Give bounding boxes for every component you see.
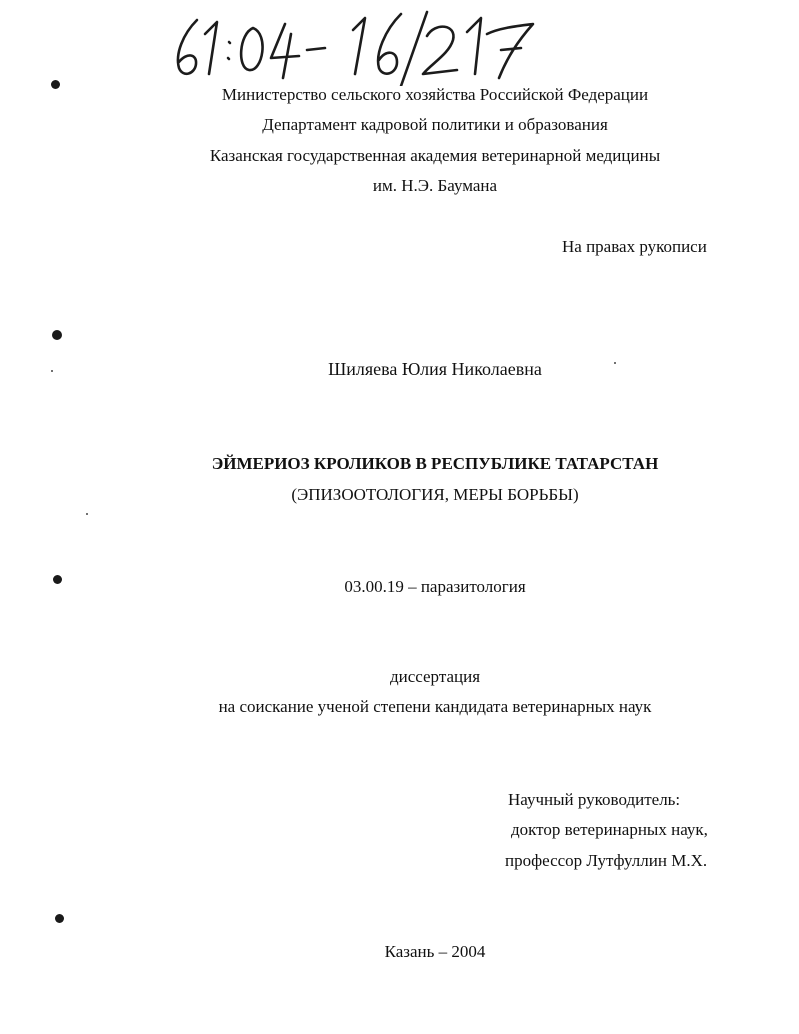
supervisor-degree: доктор ветеринарных наук, [511,820,708,839]
handwritten-catalog-code [165,8,565,86]
author-name: Шиляева Юлия Николаевна [328,359,542,379]
work-type: диссертация [389,667,481,686]
dissertation-title: ЭЙМЕРИОЗ КРОЛИКОВ В РЕСПУБЛИКЕ ТАТАРСТАН [211,454,659,473]
supervisor-name: профессор Лутфуллин М.Х. [505,851,708,870]
specialty-code: 03.00.19 – паразитология [344,577,526,596]
dissertation-subtitle: (ЭПИЗООТОЛОГИЯ, МЕРЫ БОРЬБЫ) [291,485,579,504]
scan-speck [86,513,88,515]
margin-mark [52,330,62,340]
degree-purpose: на соискание ученой степени кандидата ветеринарных наук [218,697,652,716]
department-line: Департамент кадровой политики и образования [262,115,608,134]
place-year: Казань – 2004 [384,942,486,961]
ministry-line: Министерство сельского хозяйства Российской Федерации [221,85,649,104]
academy-line: Казанская государственная академия ветеринарной медицины [209,146,661,165]
named-after-line: им. Н.Э. Баумана [372,176,498,195]
manuscript-note: На правах рукописи [562,237,707,256]
supervisor-label: Научный руководитель: [508,790,681,809]
margin-mark [55,914,64,923]
